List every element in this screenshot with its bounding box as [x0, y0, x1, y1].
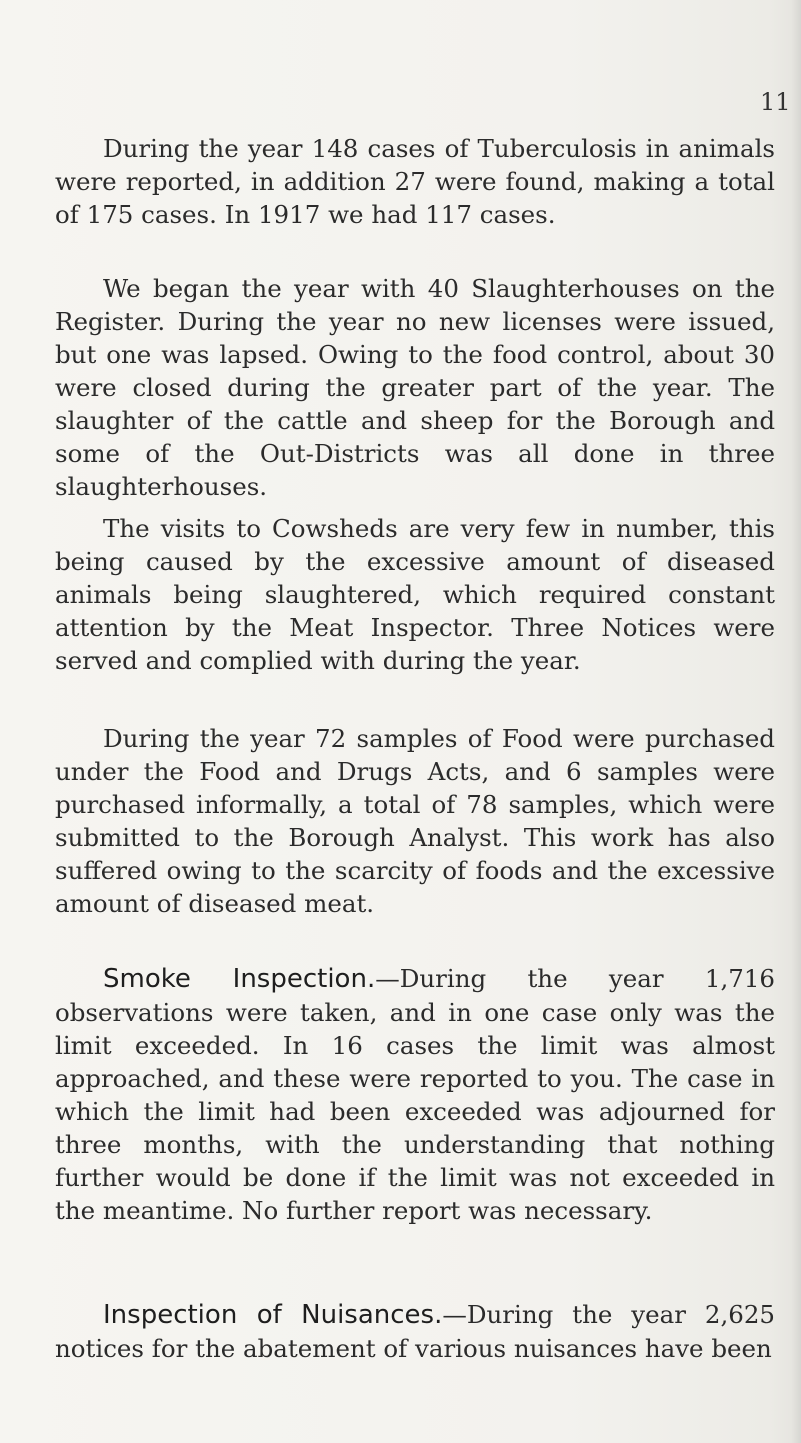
paragraph-slaughterhouses-text: We began the year with 40 Slaughterhouses on the Register. During the year no new licenses were issued, but one was lapsed. Owing to the food control, about 30 were closed during the greater part of the year. The slaughter of the cattle and sheep for the Borough and some of the Out-Districts was all done in three slaughterhouses.	[55, 274, 775, 501]
paragraph-slaughterhouses	[55, 272, 775, 503]
section-smoke-inspection	[55, 962, 775, 1227]
nuisances-body: —During the year 2,625 notices for the abatement of various nuisances have been	[55, 1300, 776, 1363]
page-edge-shadow	[791, 0, 801, 1443]
paragraph-tuberculosis	[55, 132, 775, 231]
smoke-inspection-heading: Smoke Inspection.	[103, 964, 376, 994]
paragraph-cowsheds	[55, 512, 775, 677]
page-number: 11	[760, 88, 791, 116]
smoke-inspection-body: —During the year 1,716 observations were taken, and in one case only was the limit exceeded. In 16 cases the limit was almost approached, and these were reported to you. The case in which the limit had been exceeded was adjourned for three months, with the understanding that nothing further would be done if the limit was not exceeded in the meantime. No further report was necessary.	[55, 964, 776, 1225]
paragraph-food-samples-text: During the year 72 samples of Food were purchased under the Food and Drugs Acts, and 6 samples were purchased informally, a total of 78 samples, which were submitted to the Borough Analyst. This work has also suffered owing to the scarcity of foods and the excessive amount of diseased meat.	[55, 724, 775, 918]
nuisances-heading: Inspection of Nuisances.	[103, 1300, 443, 1330]
section-inspection-of-nuisances	[55, 1298, 775, 1365]
paragraph-cowsheds-text: The visits to Cowsheds are very few in number, this being caused by the excessive amount of diseased animals being slaughtered, which required constant attention by the Meat Inspector. Three Notices were served and complied with during the year.	[55, 514, 775, 675]
paragraph-tuberculosis-text: During the year 148 cases of Tuberculosis in animals were reported, in addition 27 were found, making a total of 175 cases. In 1917 we had 117 cases.	[55, 134, 775, 229]
paragraph-food-samples	[55, 722, 775, 920]
